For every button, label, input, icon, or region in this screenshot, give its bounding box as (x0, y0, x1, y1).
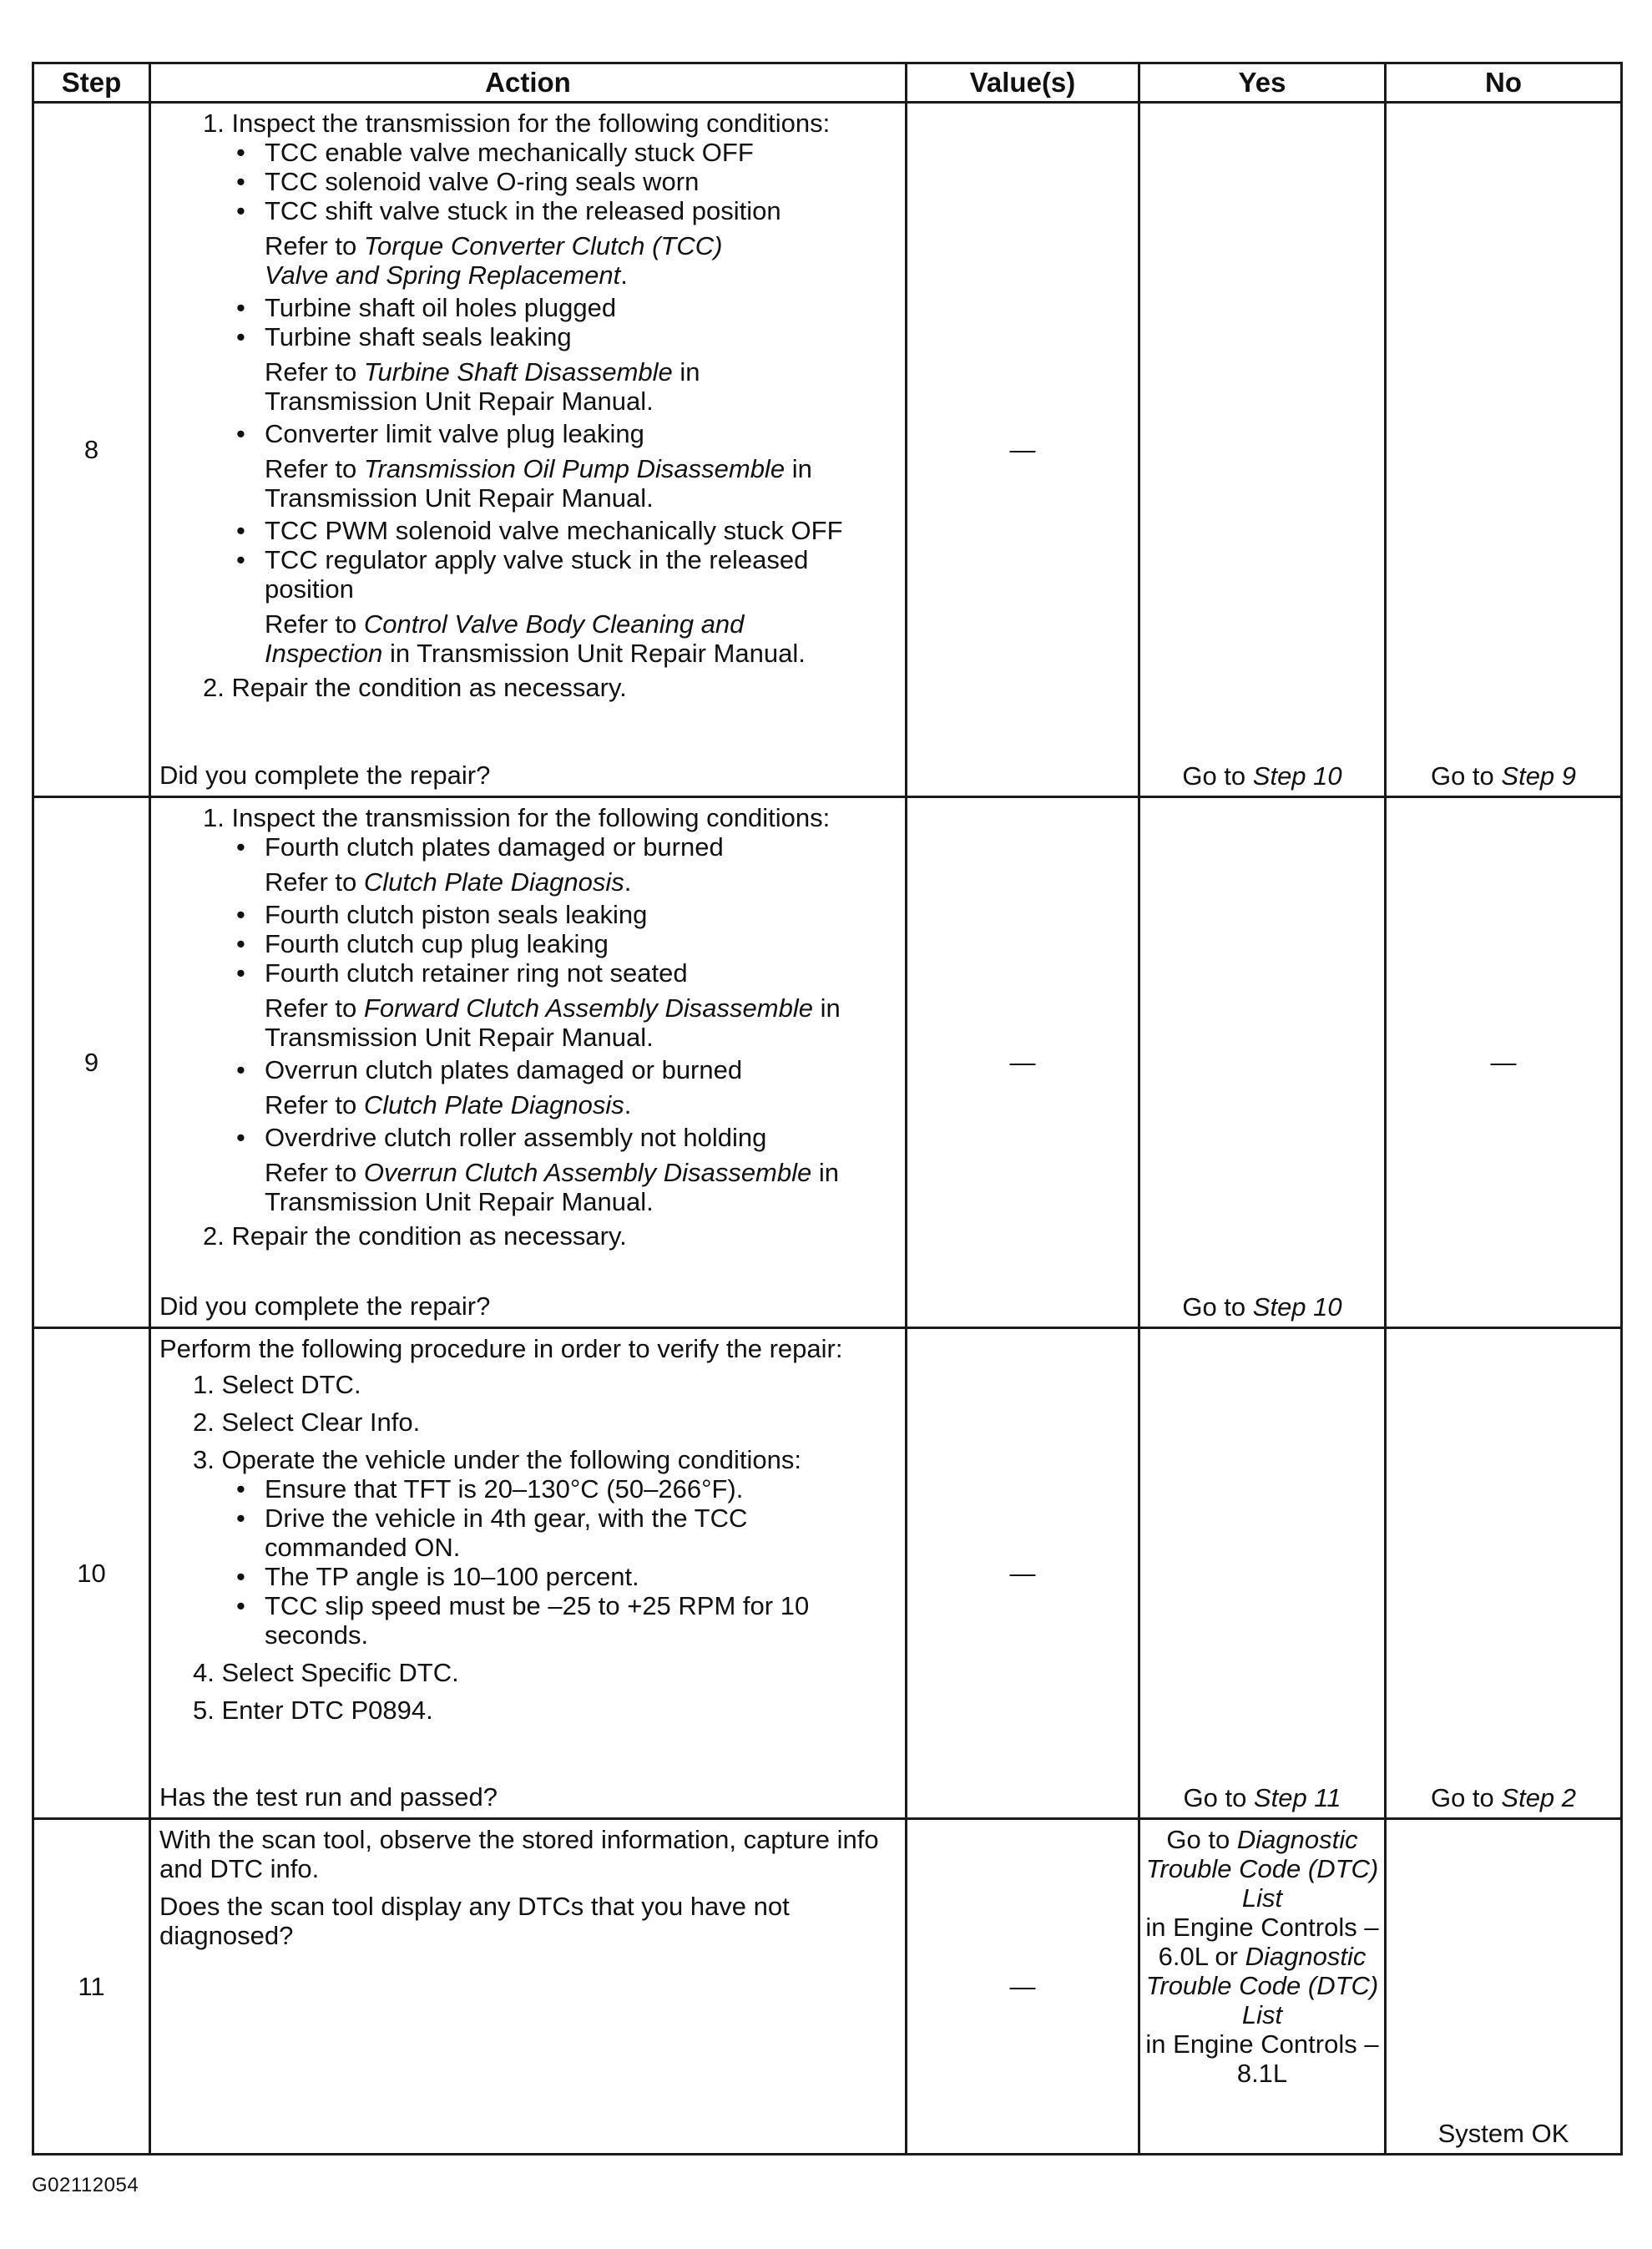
condition-item: Fourth clutch plates damaged or burned (265, 832, 724, 862)
question-line: Did you complete the repair? (159, 1291, 491, 1321)
table-row-step-8 (33, 103, 1622, 797)
procedure-step: 5. Enter DTC P0894. (193, 1696, 433, 1725)
condition-item: TCC regulator apply valve stuck in the released position (265, 545, 809, 604)
procedure-step: 3. Operate the vehicle under the following conditions: (193, 1445, 801, 1474)
condition-item: Turbine shaft seals leaking (265, 322, 572, 351)
header-row (33, 63, 1622, 103)
header-step: Step (33, 63, 150, 103)
yes-cell: Go to Step 10 (1139, 797, 1386, 1328)
figure-code: G02112054 (32, 2174, 139, 2196)
procedure-step: 4. Select Specific DTC. (193, 1658, 459, 1687)
action-cell (150, 797, 907, 1328)
yes-cell: Go to Step 11 (1139, 1328, 1386, 1819)
condition-item: TCC slip speed must be –25 to +25 RPM for 10 seconds. (265, 1591, 810, 1650)
step-number: 8 (33, 103, 150, 797)
step-number: 9 (33, 797, 150, 1328)
reference-note: Refer to Control Valve Body Cleaning and Inspection in Transmission Unit Repair Manual. (265, 609, 806, 668)
condition-item: TCC shift valve stuck in the released position (265, 196, 781, 225)
reference-note: Refer to Transmission Oil Pump Disassemble in Transmission Unit Repair Manual. (265, 454, 812, 513)
bullet-icon: • (236, 1055, 245, 1084)
table-row-step-9 (33, 797, 1622, 1328)
bullet-icon: • (236, 832, 245, 862)
procedure-step: 2. Select Clear Info. (193, 1408, 421, 1437)
table-row-step-10 (33, 1328, 1622, 1819)
condition-item: Overdrive clutch roller assembly not holding (265, 1123, 767, 1152)
bullet-icon: • (236, 1591, 245, 1620)
value-cell: — (907, 797, 1139, 1328)
bullet-icon: • (236, 293, 245, 322)
bullet-icon: • (236, 516, 245, 545)
value-cell: — (907, 1819, 1139, 2155)
bullet-icon: • (236, 929, 245, 958)
value-cell: — (907, 103, 1139, 797)
value-cell: — (907, 1328, 1139, 1819)
instruction-line: 2. Repair the condition as necessary. (203, 673, 627, 702)
header-yes: Yes (1139, 63, 1386, 103)
table-row-step-11 (33, 1819, 1622, 2155)
bullet-icon: • (236, 958, 245, 988)
action-cell (150, 1328, 907, 1819)
reference-note: Refer to Torque Converter Clutch (TCC) Valve and Spring Replacement. (265, 231, 723, 290)
yes-cell: Go to Step 10 (1139, 103, 1386, 797)
instruction-line: With the scan tool, observe the stored information, capture info and DTC info. (159, 1825, 879, 1883)
action-cell (150, 1819, 907, 2155)
instruction-line: 2. Repair the condition as necessary. (203, 1221, 627, 1251)
condition-item: Fourth clutch piston seals leaking (265, 900, 648, 929)
bullet-icon: • (236, 138, 245, 167)
instruction-line: 1. Inspect the transmission for the following conditions: (203, 109, 831, 138)
reference-note: Refer to Overrun Clutch Assembly Disassemble in Transmission Unit Repair Manual. (265, 1158, 839, 1216)
condition-item: Converter limit valve plug leaking (265, 419, 644, 448)
no-cell: Go to Step 9 (1386, 103, 1622, 797)
reference-note: Refer to Forward Clutch Assembly Disassemble in Transmission Unit Repair Manual. (265, 993, 841, 1052)
condition-item: Drive the vehicle in 4th gear, with the TCC commanded ON. (265, 1504, 748, 1562)
header-action: Action (150, 63, 907, 103)
step-number: 10 (33, 1328, 150, 1819)
bullet-icon: • (236, 322, 245, 351)
yes-cell: Go to Diagnostic Trouble Code (DTC) List in Engine Controls – 6.0L or Diagnostic Trouble Code (DTC) List in Engine Controls – 8.1L (1139, 1819, 1386, 2155)
condition-item: Fourth clutch retainer ring not seated (265, 958, 688, 988)
question-line: Does the scan tool display any DTCs that you have not diagnosed? (159, 1892, 790, 1950)
bullet-icon: • (236, 1123, 245, 1152)
step-number: 11 (33, 1819, 150, 2155)
reference-note: Refer to Clutch Plate Diagnosis. (265, 867, 632, 897)
no-cell: System OK (1386, 1819, 1622, 2155)
header-no: No (1386, 63, 1622, 103)
bullet-icon: • (236, 419, 245, 448)
reference-note: Refer to Turbine Shaft Disassemble in Transmission Unit Repair Manual. (265, 357, 700, 416)
bullet-icon: • (236, 196, 245, 225)
diagnostic-table (32, 62, 1623, 2156)
reference-note: Refer to Clutch Plate Diagnosis. (265, 1090, 632, 1119)
condition-item: The TP angle is 10–100 percent. (265, 1562, 639, 1591)
procedure-step: 1. Select DTC. (193, 1370, 361, 1399)
instruction-line: Perform the following procedure in order to verify the repair: (159, 1334, 843, 1363)
bullet-icon: • (236, 167, 245, 196)
bullet-icon: • (236, 1504, 245, 1533)
no-cell: — (1386, 797, 1622, 1328)
header-values: Value(s) (907, 63, 1139, 103)
no-cell: Go to Step 2 (1386, 1328, 1622, 1819)
instruction-line: 1. Inspect the transmission for the following conditions: (203, 803, 831, 832)
condition-item: TCC PWM solenoid valve mechanically stuck OFF (265, 516, 843, 545)
question-line: Has the test run and passed? (159, 1782, 498, 1812)
condition-item: Ensure that TFT is 20–130°C (50–266°F). (265, 1474, 744, 1504)
bullet-icon: • (236, 1474, 245, 1504)
bullet-icon: • (236, 1562, 245, 1591)
condition-item: TCC enable valve mechanically stuck OFF (265, 138, 754, 167)
bullet-icon: • (236, 545, 245, 574)
question-line: Did you complete the repair? (159, 761, 491, 790)
condition-item: Fourth clutch cup plug leaking (265, 929, 609, 958)
condition-item: Overrun clutch plates damaged or burned (265, 1055, 743, 1084)
condition-item: Turbine shaft oil holes plugged (265, 293, 617, 322)
action-cell (150, 103, 907, 797)
bullet-icon: • (236, 900, 245, 929)
condition-item: TCC solenoid valve O-ring seals worn (265, 167, 700, 196)
